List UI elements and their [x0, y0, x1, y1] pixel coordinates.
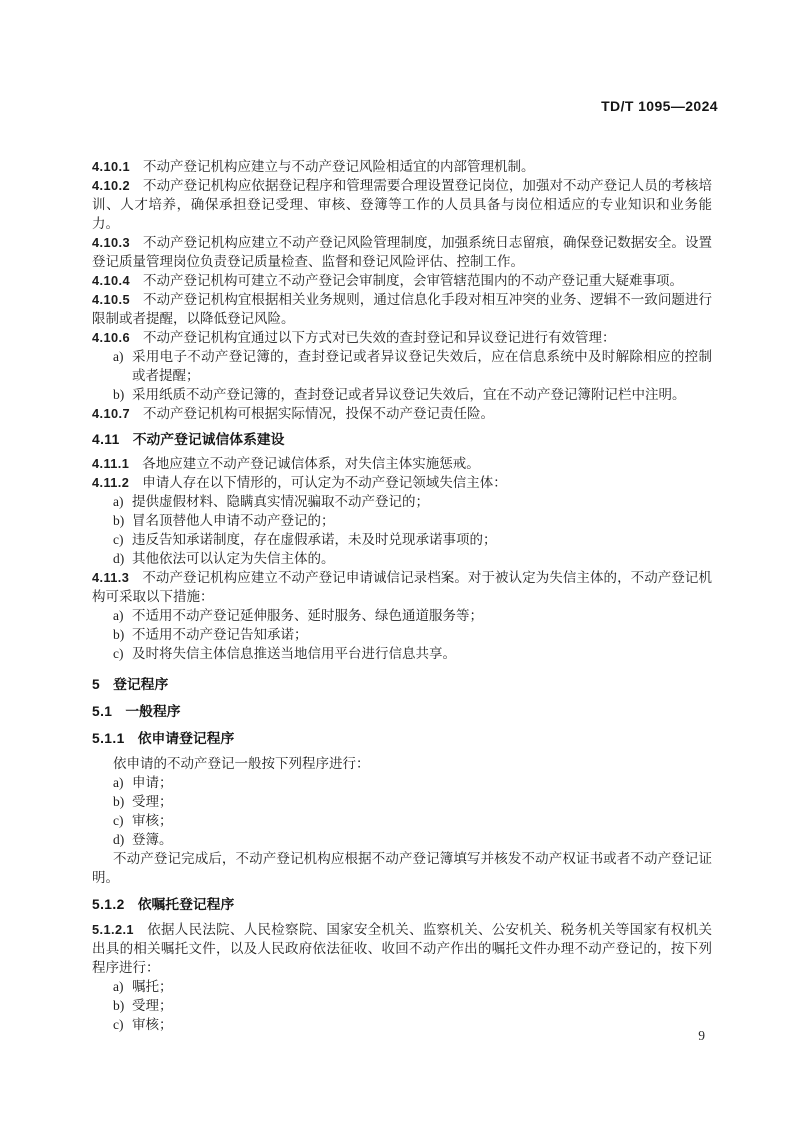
list-item-text: 提供虚假材料、隐瞒真实情况骗取不动产登记的； [132, 494, 429, 509]
list-item-4-11-2-a [92, 492, 712, 511]
list-item-5-1-1-b [92, 792, 712, 811]
clause-number: 4.11.3 [92, 570, 130, 585]
list-item-label: a) [113, 608, 124, 623]
list-item-text: 受理； [132, 794, 173, 809]
list-item-label: c) [113, 532, 124, 547]
section-heading-5-1 [92, 702, 712, 721]
section-title: 一般程序 [125, 704, 181, 719]
list-item-text: 违反告知承诺制度，存在虚假承诺，未及时兑现承诺事项的； [132, 532, 497, 547]
list-item-label: a) [113, 494, 124, 509]
clause-4-10-4 [92, 271, 712, 290]
list-item-label: b) [113, 387, 125, 402]
list-item-4-11-3-c [92, 644, 712, 663]
clause-number: 4.10.4 [92, 273, 130, 288]
section-heading-5-1-1 [92, 729, 712, 748]
clause-number: 4.11.1 [92, 456, 130, 471]
list-item-label: d) [113, 832, 125, 847]
clause-text: 不动产登记机构可建立不动产登记会审制度，会审管辖范围内的不动产登记重大疑难事项。 [142, 273, 683, 288]
list-item-text: 申请； [132, 775, 173, 790]
clause-4-10-7 [92, 404, 712, 423]
page-body [92, 157, 712, 1034]
clause-text: 不动产登记机构应建立不动产登记申请诚信记录档案。对于被认定为失信主体的，不动产登记机构可采取以下措施： [92, 570, 712, 604]
chapter-title: 登记程序 [113, 677, 169, 692]
clause-text: 申请人存在以下情形的，可认定为不动产登记领域失信主体： [142, 475, 507, 490]
list-item-4-11-2-d [92, 549, 712, 568]
section-title: 依申请登记程序 [137, 731, 235, 746]
section-title: 依嘱托登记程序 [137, 897, 235, 912]
list-item-4-11-2-c [92, 530, 712, 549]
clause-text: 不动产登记机构应建立不动产登记风险管理制度，加强系统日志留痕，确保登记数据安全。设置登记质量管理岗位负责登记质量检查、监督和登记风险评估、控制工作。 [92, 235, 712, 269]
list-item-text: 受理； [132, 998, 173, 1013]
clause-text: 不动产登记机构宜通过以下方式对已失效的查封登记和异议登记进行有效管理： [142, 330, 616, 345]
clause-text: 不动产登记机构应建立与不动产登记风险相适宜的内部管理机制。 [142, 159, 535, 174]
clause-number: 4.10.7 [92, 406, 130, 421]
list-item-label: b) [113, 998, 125, 1013]
chapter-heading-5 [92, 675, 712, 694]
section-title: 不动产登记诚信体系建设 [132, 432, 285, 447]
list-item-label: d) [113, 551, 125, 566]
paragraph-5-1-1-intro: 依申请的不动产登记一般按下列程序进行： [113, 756, 370, 771]
list-item-5-1-1-d [92, 830, 712, 849]
list-item-4-11-3-a [92, 606, 712, 625]
section-number: 4.11 [92, 432, 120, 447]
list-item-5-1-1-a [92, 773, 712, 792]
list-item-4-11-2-b [92, 511, 712, 530]
list-item-5-1-1-c [92, 811, 712, 830]
clause-4-11-3 [92, 568, 712, 606]
list-item-text: 采用纸质不动产登记簿的，查封登记或者异议登记失效后，宜在不动产登记簿附记栏中注明。 [132, 387, 686, 402]
list-item-text: 及时将失信主体信息推送当地信用平台进行信息共享。 [132, 646, 456, 661]
list-item-text: 审核； [132, 813, 173, 828]
clause-text: 不动产登记机构可根据实际情况，投保不动产登记责任险。 [142, 406, 494, 421]
list-item-label: c) [113, 1017, 124, 1032]
list-item-text: 冒名顶替他人申请不动产登记的； [132, 513, 335, 528]
clause-4-11-2 [92, 473, 712, 492]
list-item-4-10-6-b [92, 385, 712, 404]
list-item-5-1-2-1-c [92, 1015, 712, 1034]
clause-4-10-3 [92, 233, 712, 271]
list-item-4-11-3-b [92, 625, 712, 644]
clause-4-11-1 [92, 454, 712, 473]
section-heading-4-11 [92, 430, 712, 449]
list-item-label: c) [113, 646, 124, 661]
list-item-label: a) [113, 775, 124, 790]
list-item-5-1-2-1-a [92, 977, 712, 996]
section-number: 5.1 [92, 704, 113, 719]
list-item-5-1-2-1-b [92, 996, 712, 1015]
clause-text: 不动产登记机构宜根据相关业务规则，通过信息化手段对相互冲突的业务、逻辑不一致问题进行限制或者提醒，以降低登记风险。 [92, 292, 712, 326]
clause-number: 4.10.2 [92, 178, 130, 193]
clause-4-10-2 [92, 176, 712, 233]
running-header-doc-code: TD/T 1095—2024 [601, 98, 718, 114]
list-item-text: 不适用不动产登记延伸服务、延时服务、绿色通道服务等； [132, 608, 483, 623]
list-item-text: 审核； [132, 1017, 173, 1032]
section-number: 5.1.2 [92, 897, 125, 912]
clause-number: 4.11.2 [92, 475, 130, 490]
clause-text: 各地应建立不动产登记诚信体系，对失信主体实施惩戒。 [142, 456, 480, 471]
section-number: 5.1.1 [92, 731, 125, 746]
list-item-label: b) [113, 513, 125, 528]
list-item-label: a) [113, 979, 124, 994]
clause-number: 4.10.6 [92, 330, 130, 345]
clause-number: 4.10.5 [92, 292, 130, 307]
clause-4-10-5 [92, 290, 712, 328]
list-item-label: b) [113, 627, 125, 642]
page-number: 9 [698, 1028, 705, 1043]
list-item-text: 嘱托； [132, 979, 173, 994]
list-item-label: a) [113, 349, 124, 364]
list-item-label: b) [113, 794, 125, 809]
clause-text: 依据人民法院、人民检察院、国家安全机关、监察机关、公安机关、税务机关等国家有权机关出具的相关嘱托文件，以及人民政府依法征收、收回不动产作出的嘱托文件办理不动产登记的，按下列程序进行： [92, 922, 712, 975]
clause-number: 5.1.2.1 [92, 922, 134, 937]
clause-number: 4.10.3 [92, 235, 130, 250]
clause-4-10-6 [92, 328, 712, 347]
list-item-text: 不适用不动产登记告知承诺； [132, 627, 308, 642]
clause-text: 不动产登记机构应依据登记程序和管理需要合理设置登记岗位，加强对不动产登记人员的考核培训、人才培养，确保承担登记受理、审核、登簿等工作的人员具备与岗位相适应的专业知识和业务能力。 [92, 178, 712, 231]
clause-5-1-2-1 [92, 920, 712, 977]
list-item-text: 其他依法可以认定为失信主体的。 [132, 551, 335, 566]
clause-4-10-1 [92, 157, 712, 176]
list-item-label: c) [113, 813, 124, 828]
list-item-text: 登簿。 [132, 832, 173, 847]
clause-number: 4.10.1 [92, 159, 130, 174]
list-item-4-10-6-a [92, 347, 712, 385]
paragraph-5-1-1-closing: 不动产登记完成后，不动产登记机构应根据不动产登记簿填写并核发不动产权证书或者不动产登记证明。 [92, 851, 712, 885]
section-heading-5-1-2 [92, 895, 712, 914]
chapter-number: 5 [92, 677, 101, 692]
list-item-text: 采用电子不动产登记簿的，查封登记或者异议登记失效后，应在信息系统中及时解除相应的控制或者提醒； [132, 349, 712, 383]
